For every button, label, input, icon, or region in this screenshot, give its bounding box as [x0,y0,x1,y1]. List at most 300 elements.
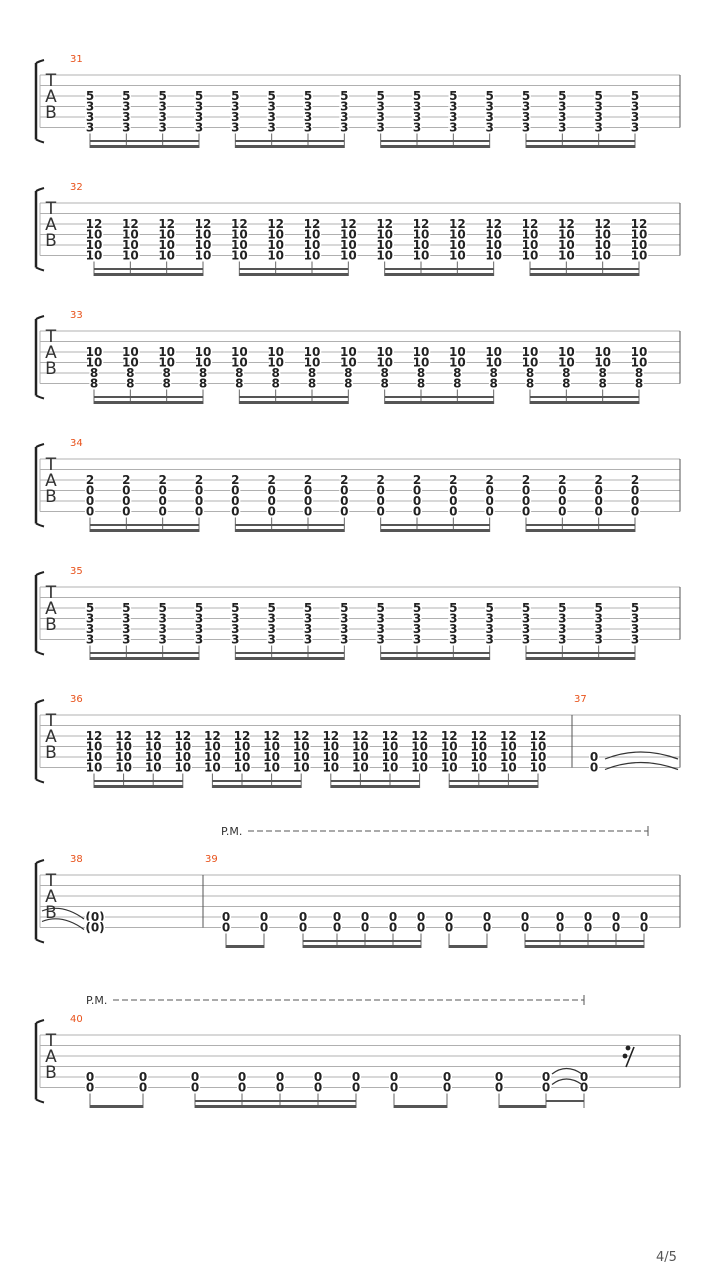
bracket-hook-top [36,316,44,319]
fret-number: 0 [442,1080,452,1095]
bracket-hook-bottom [36,524,44,527]
fret-number: 0 [221,920,231,935]
fret-number: 3 [231,622,240,636]
beam [94,273,203,276]
tab-clef-letter: B [45,359,57,379]
fret-number: 5 [485,601,494,615]
bracket-hook-bottom [36,652,44,655]
fret-number: 3 [303,622,313,636]
fret-number: 3 [267,632,276,647]
fret-number: 10 [194,238,212,252]
fret-number: 8 [271,366,280,380]
beam [385,273,494,276]
fret-number: 12 [194,217,212,231]
beam [212,785,301,788]
beam [530,273,639,276]
fret-number: 10 [448,238,466,252]
fret-number: 10 [630,248,648,263]
fret-number: 10 [440,739,458,754]
fret-number: 0 [138,1070,148,1084]
fret-number: 0 [541,1080,551,1095]
beam [90,1105,143,1108]
fret-number: 12 [485,217,503,231]
fret-number: 3 [231,611,240,626]
fret-number: 3 [521,110,531,124]
fret-number: 0 [376,504,385,519]
fret-number: 10 [485,227,503,242]
fret-number: 0 [332,910,342,924]
tab-clef-letter: B [45,615,57,635]
fret-number: 0 [594,504,603,519]
fret-number: 3 [340,110,349,124]
fret-number: 3 [303,120,313,135]
beam [526,529,635,532]
fret-number: 10 [381,760,399,775]
fret-number: 12 [322,729,340,743]
fret-number: 10 [230,345,248,359]
fret-number: 5 [521,89,531,103]
bracket-hook-bottom [36,140,44,143]
tab-clef-letter: A [45,1047,57,1067]
fret-number: 10 [121,238,139,252]
fret-number: 3 [630,622,640,636]
fret-number: 0 [85,494,95,508]
fret-number: 5 [594,89,603,103]
fret-number: 12 [630,217,648,231]
beam [530,268,639,270]
fret-number: 0 [521,494,531,508]
fret-number: 0 [237,1080,247,1095]
beam [239,401,348,404]
fret-number: 8 [89,366,99,380]
fret-number: 3 [558,99,567,114]
fret-number: 10 [411,760,428,775]
fret-number: 3 [340,99,349,114]
tab-system [36,694,680,788]
fret-number: 12 [115,729,132,743]
bracket-hook-bottom [36,396,44,399]
fret-number: 8 [271,376,280,391]
fret-number: 3 [376,611,385,626]
fret-number: 0 [630,494,640,508]
fret-number: 2 [521,473,531,487]
fret-number: 10 [85,739,103,754]
beam [303,945,421,948]
fret-number: 10 [144,760,162,775]
beam [195,1105,356,1108]
fret-number: 10 [194,345,212,359]
beam [381,524,490,526]
fret-number: 3 [485,632,494,647]
beam [239,273,348,276]
fret-number: 0 [259,920,269,935]
fret-number: 12 [263,729,280,743]
beam [94,780,183,782]
tab-system [36,54,680,148]
fret-number: 10 [85,248,103,263]
beam [235,140,344,142]
fret-number: 5 [340,89,349,103]
fret-number: 0 [630,504,640,519]
fret-number: 10 [448,227,466,242]
fret-number: 3 [630,110,640,124]
beam [235,145,344,148]
fret-number: 5 [376,89,385,103]
fret-number: 5 [340,601,349,615]
fret-number: 0 [267,483,276,498]
fret-number: 0 [449,494,458,508]
fret-number: 2 [485,473,494,487]
fret-number: 8 [489,376,498,391]
fret-number: 10 [267,248,285,263]
fret-number: 3 [412,120,422,135]
fret-number: 0 [194,483,204,498]
fret-number: 3 [630,120,640,135]
fret-number: 8 [453,366,462,380]
fret-number: 10 [85,238,103,252]
fret-number: 3 [521,622,531,636]
fret-number: 0 [237,1070,247,1084]
fret-number: 0 [194,494,204,508]
fret-number: 5 [485,89,494,103]
beam [90,524,199,526]
fret-number: 3 [158,611,167,626]
measure-number: 33 [70,310,83,321]
beam [90,145,199,148]
fret-number: 0 [158,504,167,519]
fret-number: 0 [541,1070,551,1084]
fret-number: 10 [85,345,103,359]
beam [525,945,644,948]
fret-number: 10 [85,227,103,242]
fret-number: 0 [85,1070,95,1084]
fret-number: 10 [411,739,428,754]
fret-number: 0 [313,1070,323,1084]
beam [90,140,199,142]
fret-number: 3 [340,120,349,135]
fret-number: 3 [449,611,458,626]
fret-number: 12 [500,729,517,743]
fret-number: 0 [313,1080,323,1095]
fret-number: 3 [376,120,385,135]
fret-number: 10 [470,739,488,754]
fret-number: 10 [500,739,517,754]
fret-number: 10 [412,227,430,242]
fret-number: 3 [449,99,458,114]
bracket-hook-bottom [36,1100,44,1103]
fret-number: 0 [360,920,370,935]
fret-number: 10 [158,248,176,263]
fret-number: 0 [589,760,599,775]
beam [90,657,199,660]
fret-number: 3 [340,622,349,636]
fret-number: 2 [267,473,276,487]
fret-number: 3 [158,632,167,647]
fret-number: 10 [292,750,310,764]
fret-number: 10 [339,345,357,359]
fret-number: 0 [579,1070,589,1084]
fret-number: 3 [85,120,95,135]
fret-number: 3 [158,120,167,135]
fret-number: 10 [322,760,340,775]
fret-number: 3 [376,632,385,647]
fret-number: 8 [198,366,208,380]
fret-number: 10 [485,248,503,263]
fret-number: 10 [267,355,285,370]
fret-number: 3 [594,120,603,135]
beam [235,529,344,532]
fret-number: 3 [449,120,458,135]
palm-mute-label: P.M. [221,825,243,838]
fret-number: 3 [194,99,204,114]
fret-number: 8 [344,366,353,380]
beam [530,396,639,398]
beam [499,1105,546,1108]
fret-number: 0 [122,494,131,508]
beam [449,785,538,788]
beam [235,524,344,526]
fret-number: 10 [230,248,248,263]
measure-number: 36 [70,694,83,705]
fret-number: 5 [267,89,276,103]
fret-number: 3 [594,622,603,636]
beam [525,940,644,942]
fret-number: 8 [453,376,462,391]
tab-clef-letter: B [45,103,57,123]
fret-number: 3 [558,120,567,135]
fret-number: 3 [303,632,313,647]
fret-number: 0 [558,494,567,508]
fret-number: 0 [579,1080,589,1095]
beam [331,780,420,782]
fret-number: 0 [376,494,385,508]
fret-number: (0) [85,920,105,935]
fret-number: 12 [412,217,430,231]
fret-number: 2 [376,473,385,487]
fret-number: 0 [303,483,313,498]
fret-number: 3 [122,120,131,135]
fret-number: 3 [194,622,204,636]
bracket-hook-top [36,444,44,447]
fret-number: 0 [520,910,530,924]
fret-number: 3 [267,99,276,114]
fret-number: 0 [194,504,204,519]
beam [195,1100,356,1102]
fret-number: 5 [558,601,567,615]
fret-number: 12 [292,729,310,743]
fret-number: 12 [557,217,575,231]
fret-number: 8 [307,376,317,391]
beam [449,945,487,948]
fret-number: 10 [448,345,466,359]
fret-number: 3 [267,110,276,124]
fret-number: 10 [339,227,357,242]
fret-number: 0 [275,1070,285,1084]
fret-number: 0 [558,483,567,498]
beam [212,780,301,782]
fret-number: 3 [158,622,167,636]
tab-clef-letter: T [45,1031,57,1051]
bracket-hook-top [36,700,44,703]
fret-number: 10 [303,345,321,359]
fret-number: 5 [85,89,95,103]
fret-number: 5 [376,601,385,615]
beam [381,140,490,142]
fret-number: 10 [144,750,162,764]
fret-number: 0 [388,920,398,935]
tab-clef-letter: B [45,743,57,763]
fret-number: 12 [267,217,285,231]
fret-number: 0 [158,483,167,498]
fret-number: 10 [412,345,430,359]
fret-number: 0 [442,1070,452,1084]
fret-number: 3 [85,622,95,636]
fret-number: 10 [233,750,251,764]
fret-number: 8 [562,366,571,380]
rest-icon [626,1046,631,1051]
fret-number: 10 [521,355,539,370]
fret-number: 10 [485,345,503,359]
fret-number: 0 [231,494,240,508]
fret-number: 3 [122,611,131,626]
fret-number: 10 [529,760,547,775]
fret-number: 10 [594,345,612,359]
beam [526,145,635,148]
fret-number: 2 [412,473,422,487]
fret-number: 10 [144,739,162,754]
tab-clef-letter: A [45,727,57,747]
fret-number: 3 [594,110,603,124]
fret-number: 10 [174,760,192,775]
fret-number: 3 [231,99,240,114]
fret-number: 0 [267,494,276,508]
fret-number: 3 [122,110,131,124]
fret-number: 10 [158,345,176,359]
fret-number: 12 [411,729,428,743]
tab-clef-letter: A [45,887,57,907]
fret-number: 3 [449,632,458,647]
fret-number: 0 [583,910,593,924]
fret-number: 5 [412,601,422,615]
fret-number: 0 [340,494,349,508]
fret-number: 3 [630,99,640,114]
fret-number: 10 [194,355,212,370]
tab-clef-letter: T [45,327,57,347]
fret-number: 10 [470,760,488,775]
fret-number: 0 [482,910,492,924]
beam [385,396,494,398]
beam [94,396,203,398]
tab-clef-letter: A [45,343,57,363]
tie [552,1069,582,1075]
fret-number: 0 [340,504,349,519]
fret-number: 0 [190,1070,200,1084]
fret-number: 8 [235,376,244,391]
fret-number: 3 [194,120,204,135]
fret-number: 3 [85,99,95,114]
fret-number: 3 [521,611,531,626]
beam [239,268,348,270]
fret-number: 12 [470,729,488,743]
fret-number: 0 [449,504,458,519]
fret-number: 3 [122,99,131,114]
fret-number: 10 [557,227,575,242]
fret-number: 8 [416,366,426,380]
fret-number: 2 [630,473,640,487]
fret-number: 3 [558,110,567,124]
tab-clef-letter: A [45,87,57,107]
fret-number: 3 [485,110,494,124]
fret-number: 3 [122,622,131,636]
fret-number: 3 [485,611,494,626]
fret-number: 10 [292,739,310,754]
fret-number: 0 [158,494,167,508]
fret-number: 0 [639,920,649,935]
fret-number: 10 [263,750,280,764]
fret-number: 10 [267,238,285,252]
fret-number: 0 [555,910,565,924]
fret-number: 3 [85,611,95,626]
fret-number: 2 [558,473,567,487]
tab-clef-letter: B [45,487,57,507]
fret-number: 10 [440,750,458,764]
fret-number: 0 [482,920,492,935]
fret-number: 2 [158,473,167,487]
fret-number: 10 [630,227,648,242]
tie [605,763,678,770]
fret-number: 10 [303,248,321,263]
fret-number: 8 [380,376,389,391]
fret-number: 10 [630,238,648,252]
fret-number: 8 [198,376,208,391]
fret-number: 0 [611,920,621,935]
fret-number: 5 [267,601,276,615]
fret-number: 3 [194,632,204,647]
fret-number: 0 [485,494,494,508]
fret-number: 0 [389,1080,399,1095]
fret-number: 12 [174,729,192,743]
fret-number: 2 [594,473,603,487]
beam [381,652,490,654]
fret-number: 10 [594,355,612,370]
fret-number: 3 [558,622,567,636]
rest-icon [623,1054,628,1059]
fret-number: 3 [85,110,95,124]
fret-number: 3 [485,120,494,135]
fret-number: 3 [267,611,276,626]
tab-clef-letter: A [45,599,57,619]
measure-number: 38 [70,854,83,865]
bracket-hook-top [36,572,44,575]
fret-number: 0 [259,910,269,924]
fret-number: 0 [611,910,621,924]
fret-number: 8 [598,366,607,380]
fret-number: 10 [594,238,612,252]
measure-number: 35 [70,566,83,577]
fret-number: 0 [138,1080,148,1095]
fret-number: 3 [449,622,458,636]
fret-number: 10 [376,248,394,263]
fret-number: 12 [529,729,547,743]
fret-number: 0 [376,483,385,498]
fret-number: 10 [557,355,575,370]
bracket-hook-top [36,1020,44,1023]
fret-number: 12 [339,217,357,231]
fret-number: 5 [231,89,240,103]
fret-number: 12 [85,217,103,231]
fret-number: 0 [485,483,494,498]
fret-number: 10 [412,248,430,263]
